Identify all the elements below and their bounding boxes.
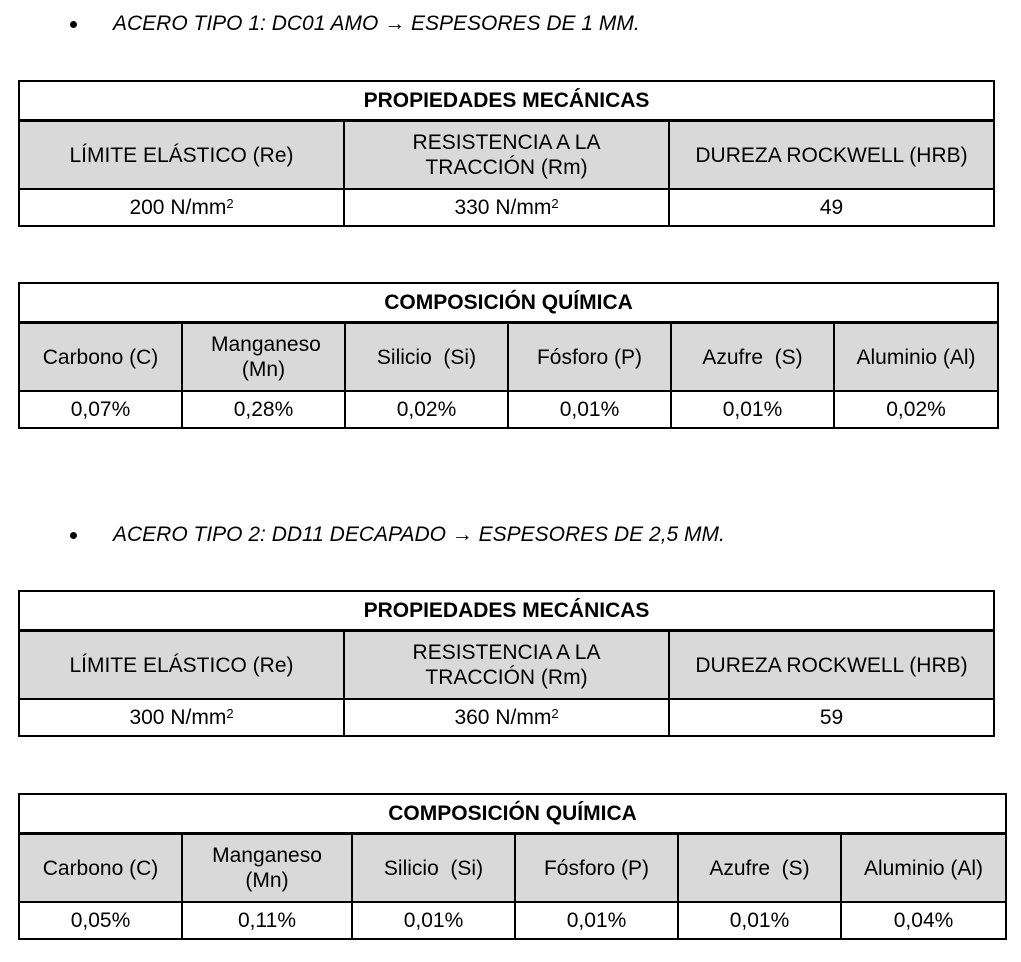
header-manganese: Manganeso (Mn) <box>182 834 352 903</box>
table-title: COMPOSICIÓN QUÍMICA <box>19 794 1006 834</box>
steel-2-title: ACERO TIPO 2: DD11 DECAPADO → ESPESORES DE 2,5 MM. <box>113 523 725 546</box>
value-carbon: 0,07% <box>19 391 182 428</box>
header-carbon: Carbono (C) <box>19 834 182 903</box>
header-carbon: Carbono (C) <box>19 323 182 392</box>
steel-1-mechanical-table <box>18 80 995 227</box>
header-silicon: Silicio (Si) <box>352 834 515 903</box>
value-hardness: 49 <box>669 189 994 226</box>
steel-1-title: ACERO TIPO 1: DC01 AMO → ESPESORES DE 1 MM. <box>113 12 640 35</box>
header-phosphorus: Fósforo (P) <box>515 834 678 903</box>
steel-1-chemical-table <box>18 282 999 429</box>
value-carbon: 0,05% <box>19 902 182 939</box>
header-hardness: DUREZA ROCKWELL (HRB) <box>669 121 994 190</box>
header-tensile-strength: RESISTENCIA A LA TRACCIÓN (Rm) <box>344 631 669 700</box>
value-yield-strength: 200 $N/mm^2$ <box>19 189 344 226</box>
header-phosphorus: Fósforo (P) <box>508 323 671 392</box>
header-hardness: DUREZA ROCKWELL (HRB) <box>669 631 994 700</box>
bullet-icon <box>70 532 77 539</box>
header-sulfur: Azufre (S) <box>671 323 834 392</box>
steel-2-mechanical-table <box>18 590 995 737</box>
table-title: COMPOSICIÓN QUÍMICA <box>19 283 998 323</box>
steel-1-heading <box>70 12 640 36</box>
header-aluminium: Aluminio (Al) <box>841 834 1006 903</box>
value-tensile-strength: 330 $N/mm^2$ <box>344 189 669 226</box>
bullet-icon <box>70 21 77 28</box>
value-hardness: 59 <box>669 699 994 736</box>
value-phosphorus: 0,01% <box>508 391 671 428</box>
value-silicon: 0,02% <box>345 391 508 428</box>
table-title: PROPIEDADES MECÁNICAS <box>19 81 994 121</box>
header-yield-strength: LÍMITE ELÁSTICO (Re) <box>19 631 344 700</box>
value-tensile-strength: 360 $N/mm^2$ <box>344 699 669 736</box>
header-tensile-strength: RESISTENCIA A LA TRACCIÓN (Rm) <box>344 121 669 190</box>
value-phosphorus: 0,01% <box>515 902 678 939</box>
header-silicon: Silicio (Si) <box>345 323 508 392</box>
steel-2-chemical-table <box>18 793 1007 940</box>
value-aluminium: 0,04% <box>841 902 1006 939</box>
value-aluminium: 0,02% <box>834 391 998 428</box>
value-manganese: 0,11% <box>182 902 352 939</box>
value-yield-strength: 300 $N/mm^2$ <box>19 699 344 736</box>
header-sulfur: Azufre (S) <box>678 834 841 903</box>
value-sulfur: 0,01% <box>671 391 834 428</box>
table-title: PROPIEDADES MECÁNICAS <box>19 591 994 631</box>
header-manganese: Manganeso (Mn) <box>182 323 345 392</box>
header-aluminium: Aluminio (Al) <box>834 323 998 392</box>
steel-2-heading <box>70 523 725 547</box>
value-silicon: 0,01% <box>352 902 515 939</box>
value-manganese: 0,28% <box>182 391 345 428</box>
header-yield-strength: LÍMITE ELÁSTICO (Re) <box>19 121 344 190</box>
value-sulfur: 0,01% <box>678 902 841 939</box>
